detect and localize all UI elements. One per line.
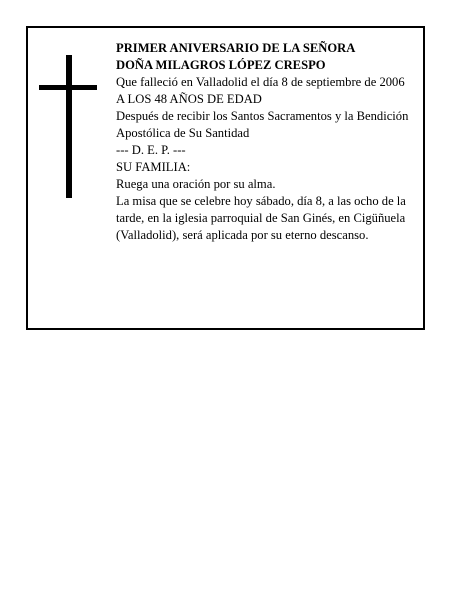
sacraments-text: Después de recibir los Santos Sacramentos y la Bendición Apostólica de Su Santidad <box>116 109 409 140</box>
mass-text: La misa que se celebre hoy sábado, día 8, a las ocho de la tarde, en la iglesia parroquial de San Ginés, en Cigüñuela (Valladolid), será aplicada por su eterno descanso. <box>116 194 406 242</box>
cross-icon <box>66 55 72 198</box>
family-label: SU FAMILIA: <box>116 160 191 174</box>
age-text: A LOS 48 AÑOS DE EDAD <box>116 92 262 106</box>
obituary-text <box>116 40 418 244</box>
rip-text: --- D. E. P. --- <box>116 143 186 157</box>
obituary-card <box>26 26 425 330</box>
death-date-text: Que falleció en Valladolid el día 8 de septiembre de 2006 <box>116 75 405 89</box>
notice-heading-line-2: DOÑA MILAGROS LÓPEZ CRESPO <box>116 58 326 72</box>
prayer-text: Ruega una oración por su alma. <box>116 177 276 191</box>
notice-heading-line-1: PRIMER ANIVERSARIO DE LA SEÑORA <box>116 41 356 55</box>
cross-icon-bar <box>39 85 97 90</box>
